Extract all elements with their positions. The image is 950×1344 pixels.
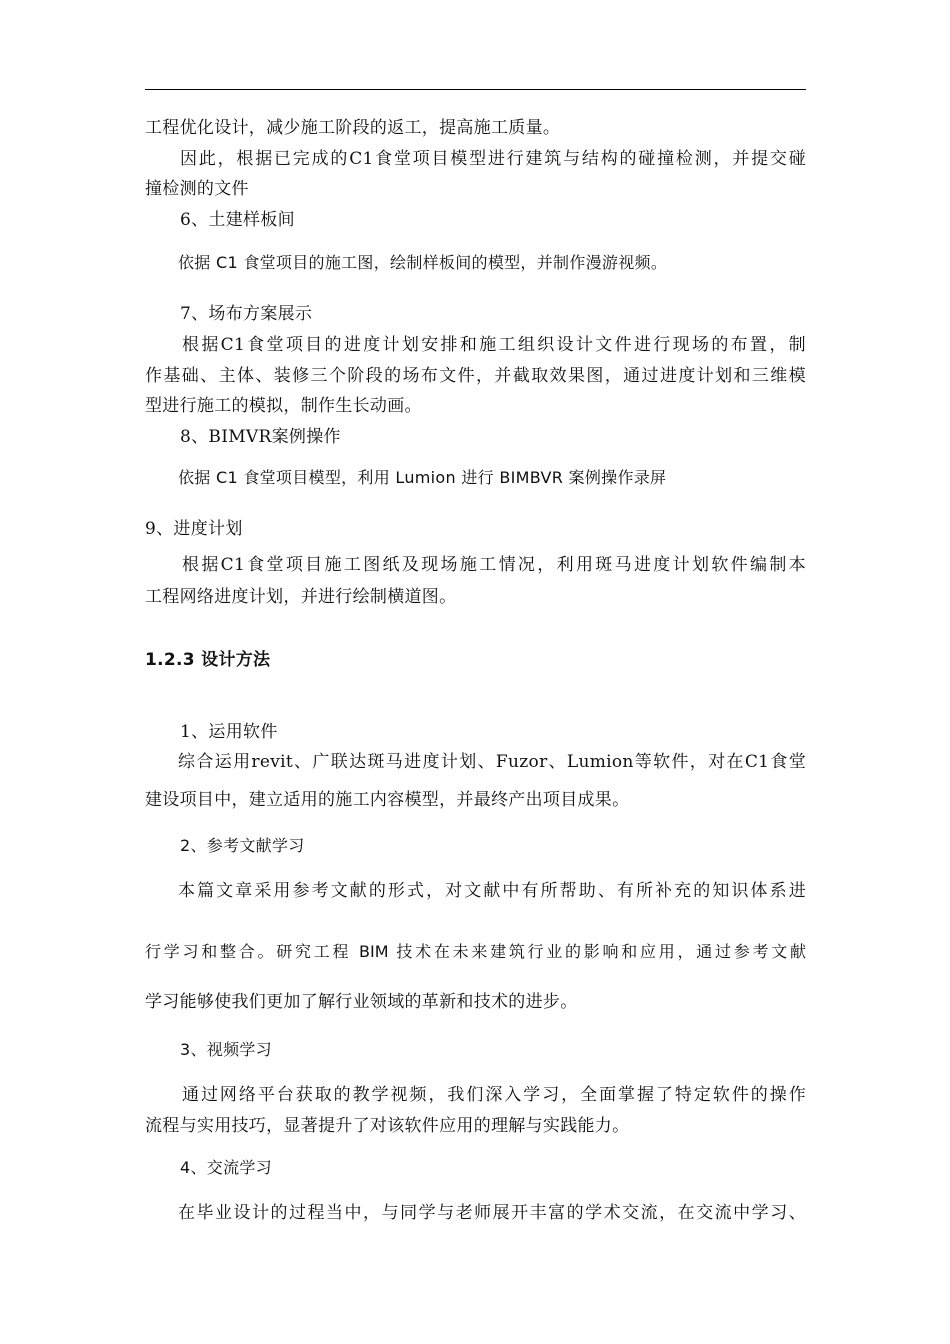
- list-heading: 4、交流学习: [180, 1158, 272, 1177]
- list-heading: 3、视频学习: [180, 1040, 272, 1059]
- paragraph-line: 依据 C1 食堂项目模型，利用 Lumion 进行 BIMBVR 案例操作录屏: [178, 468, 667, 487]
- paragraph-line: 综合运用revit、广联达斑马进度计划、Fuzor、Lumion等软件，对在C1食堂: [178, 752, 806, 772]
- paragraph-line: 通过网络平台获取的教学视频，我们深入学习，全面掌握了特定软件的操作: [182, 1085, 806, 1105]
- list-heading: 1、运用软件: [180, 722, 278, 742]
- paragraph-line: 根据C1食堂项目施工图纸及现场施工情况，利用斑马进度计划软件编制本: [182, 555, 806, 575]
- list-heading: 7、场布方案展示: [180, 304, 313, 324]
- paragraph-line: 建设项目中，建立适用的施工内容模型，并最终产出项目成果。: [145, 790, 630, 810]
- paragraph-line: 工程网络进度计划，并进行绘制横道图。: [145, 587, 457, 607]
- list-heading: 6、土建样板间: [180, 210, 295, 230]
- list-heading: 9、进度计划: [145, 519, 243, 539]
- paragraph-line: 作基础、主体、装修三个阶段的场布文件，并截取效果图，通过进度计划和三维模: [145, 366, 806, 386]
- header-rule: [145, 89, 806, 90]
- paragraph-line: 依据 C1 食堂项目的施工图，绘制样板间的模型，并制作漫游视频。: [178, 253, 668, 272]
- paragraph-line: 行学习和整合。研究工程 BIM 技术在未来建筑行业的影响和应用，通过参考文献: [145, 942, 806, 961]
- paragraph-line: 本篇文章采用参考文献的形式，对文献中有所帮助、有所补充的知识体系进: [178, 881, 806, 901]
- list-heading: 8、BIMVR案例操作: [180, 427, 341, 447]
- paragraph-line: 工程优化设计，减少施工阶段的返工，提高施工质量。: [145, 118, 561, 138]
- paragraph-line: 流程与实用技巧，显著提升了对该软件应用的理解与实践能力。: [145, 1116, 630, 1136]
- paragraph-line: 撞检测的文件: [145, 179, 249, 199]
- section-heading: 1.2.3 设计方法: [145, 650, 271, 670]
- paragraph-line: 根据C1食堂项目的进度计划安排和施工组织设计文件进行现场的布置，制: [182, 335, 806, 355]
- paragraph-line: 在毕业设计的过程当中，与同学与老师展开丰富的学术交流，在交流中学习、: [178, 1203, 806, 1223]
- paragraph-line: 型进行施工的模拟，制作生长动画。: [145, 396, 422, 416]
- paragraph-line: 学习能够使我们更加了解行业领域的革新和技术的进步。: [145, 992, 578, 1012]
- list-heading: 2、参考文献学习: [180, 836, 305, 855]
- paragraph-line: 因此，根据已完成的C1食堂项目模型进行建筑与结构的碰撞检测，并提交碰: [180, 149, 806, 169]
